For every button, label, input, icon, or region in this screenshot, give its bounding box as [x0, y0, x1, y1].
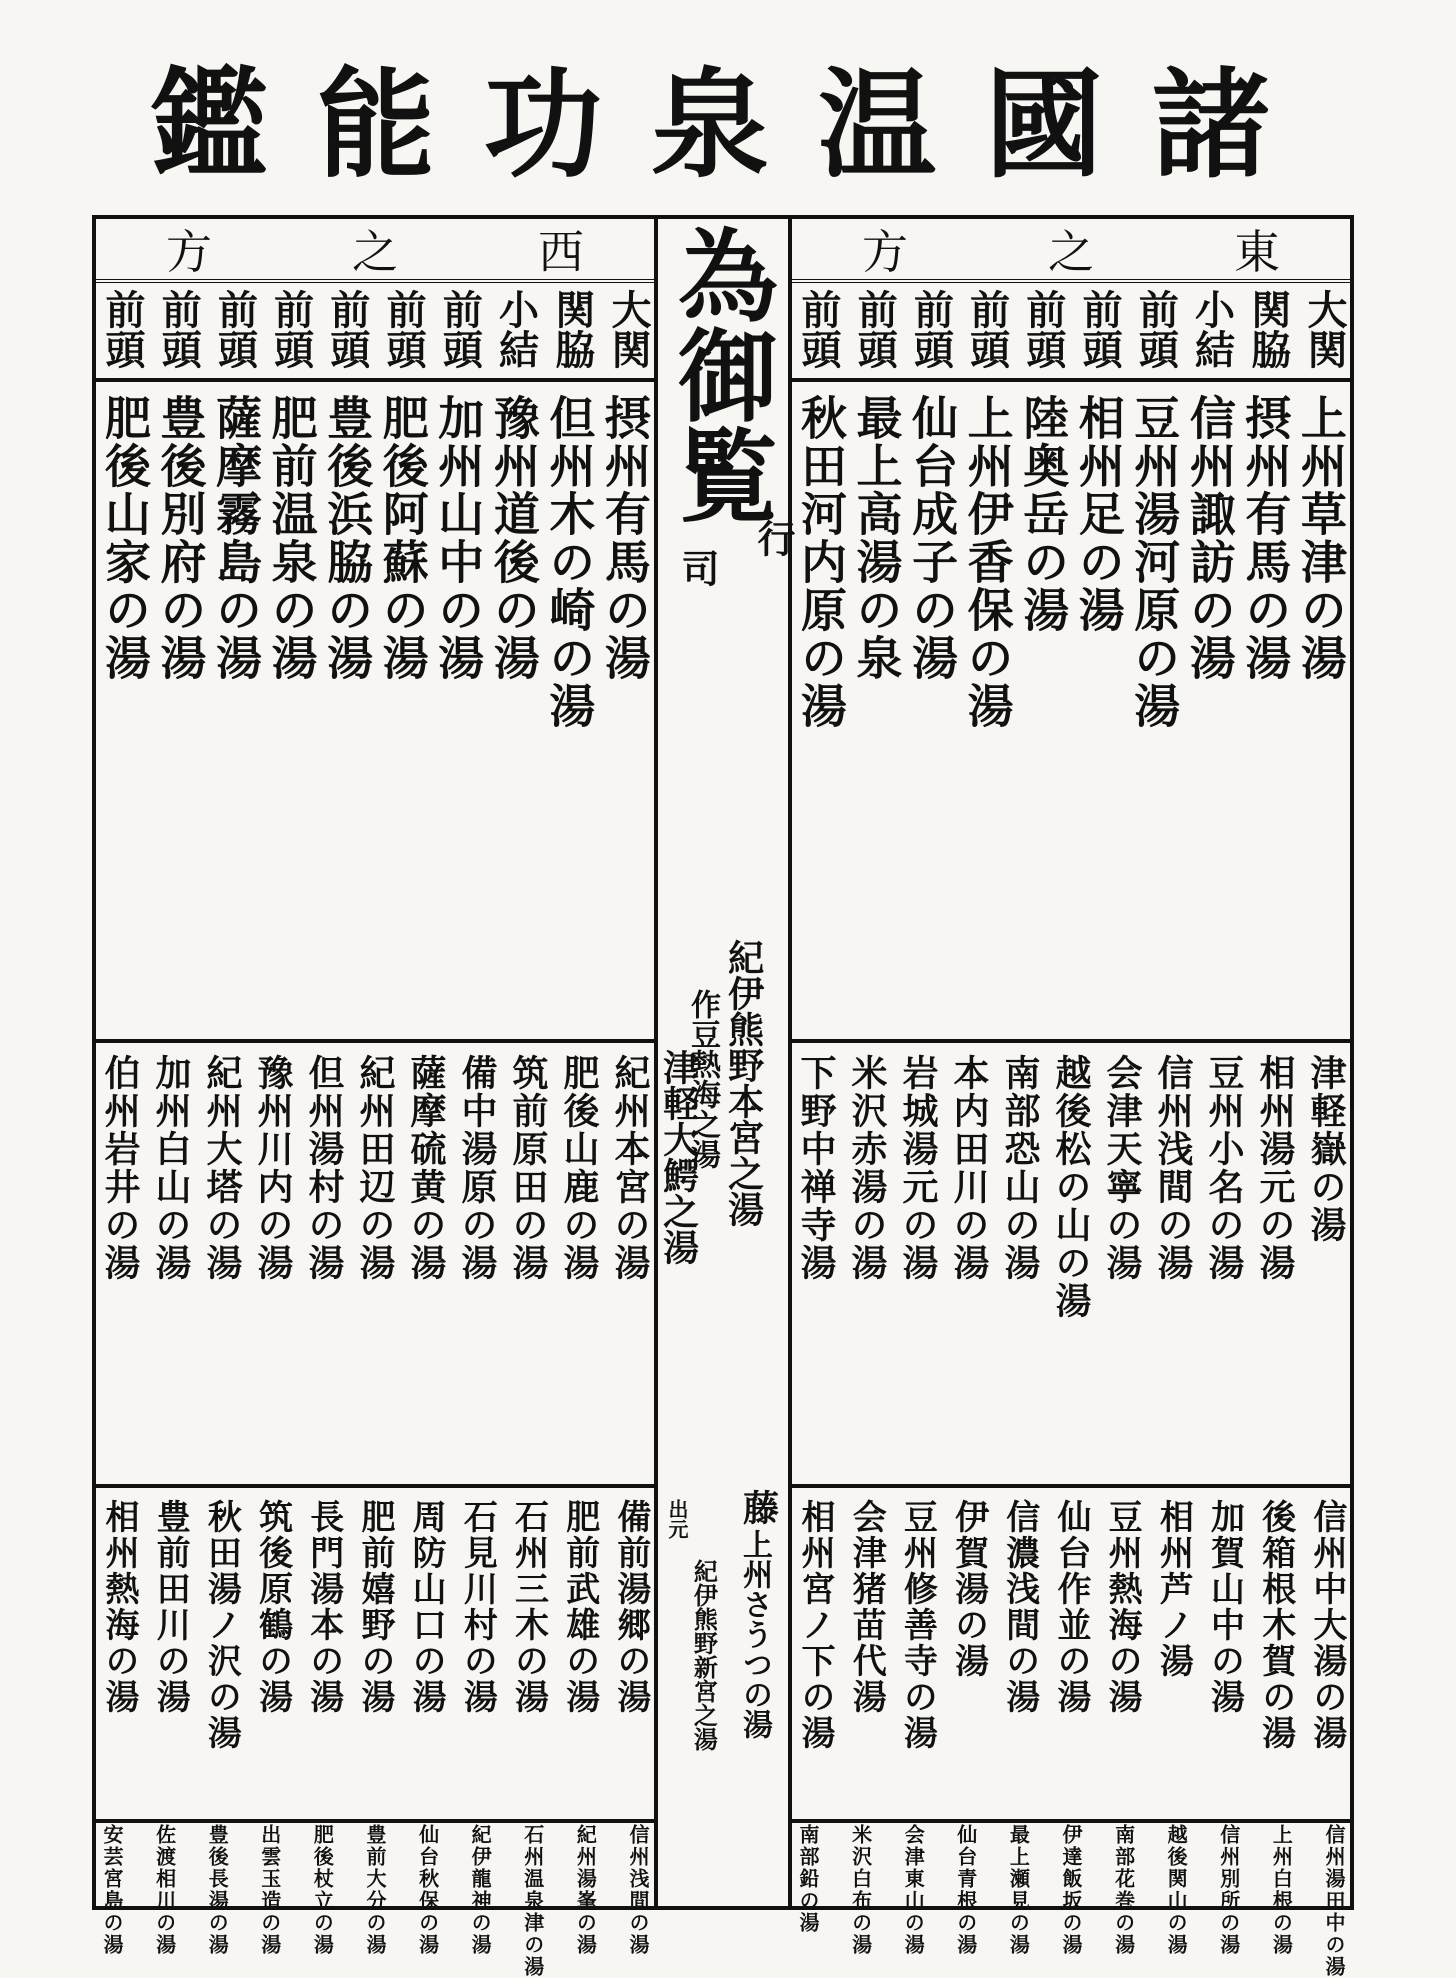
west-bottom-entry: 紀伊龍神の湯 — [468, 1824, 493, 1956]
east-header-char: 東 — [1234, 225, 1280, 279]
east-header-char: 方 — [862, 225, 908, 279]
east-low-entry: 豆州熱海の湯 — [1102, 1499, 1143, 1715]
east-low-entry: 相州芦ノ湯 — [1153, 1499, 1194, 1679]
west-header-char: 方 — [166, 225, 212, 279]
east-bottom-entry: 伊達飯坂の湯 — [1058, 1824, 1083, 1956]
east-top-entry: 上州伊香保の湯 — [960, 394, 1015, 730]
west-low-entry: 肥前武雄の湯 — [559, 1499, 600, 1715]
west-low-entry: 豊前田川の湯 — [150, 1499, 191, 1715]
west-header-char: 之 — [352, 225, 398, 279]
west-rank-label: 前頭 — [99, 289, 146, 369]
west-low-band — [96, 219, 654, 1823]
center-sub-1: 行 — [751, 519, 796, 557]
east-rank-label: 前頭 — [795, 289, 842, 369]
west-top-entry: 肥後山家の湯 — [98, 394, 152, 682]
west-bottom-entry: 石州温泉津の湯 — [520, 1824, 545, 1978]
east-mid-entry: 越後松の山の湯 — [1050, 1054, 1092, 1320]
east-rank-label: 前頭 — [1076, 289, 1124, 369]
west-rank-label: 前頭 — [155, 289, 203, 369]
east-mid-entry: 下野中禅寺湯 — [795, 1054, 837, 1282]
east-low-entry: 仙台作並の湯 — [1050, 1499, 1091, 1715]
west-top-entry: 但州木の崎の湯 — [542, 394, 597, 730]
east-rank-label: 前頭 — [907, 289, 955, 369]
east-top-entry: 摂州有馬の湯 — [1238, 394, 1293, 682]
west-bottom-entry: 肥後杖立の湯 — [310, 1824, 335, 1956]
east-mid-entry: 会津天寧の湯 — [1101, 1054, 1143, 1282]
east-rank-label: 大関 — [1300, 289, 1348, 369]
west-rank-label: 前頭 — [323, 289, 371, 369]
east-rank-label: 前頭 — [851, 289, 899, 369]
west-mid-entry: 紀州本宮の湯 — [609, 1054, 651, 1282]
east-mid-entry: 信州浅間の湯 — [1152, 1054, 1194, 1282]
west-low-entry: 長門湯本の湯 — [303, 1499, 344, 1715]
east-top-entry: 陸奥岳の湯 — [1016, 394, 1071, 634]
east-rank-label: 前頭 — [963, 289, 1011, 369]
west-low-entry: 筑後原鶴の湯 — [252, 1499, 293, 1715]
center-column — [657, 219, 796, 1906]
east-bottom-entry: 南部鉛の湯 — [796, 1824, 820, 1934]
east-low-entry: 信濃浅間の湯 — [999, 1499, 1040, 1715]
center-line-6: 出元 — [665, 1499, 689, 1539]
west-rank-label: 大関 — [604, 289, 652, 369]
west-rank-label: 関脇 — [548, 289, 596, 369]
west-bottom-entry: 豊前大分の湯 — [362, 1824, 387, 1956]
west-rank-label: 前頭 — [211, 289, 259, 369]
east-bottom-entry: 越後関山の湯 — [1164, 1824, 1189, 1956]
center-line-3: 津軽大鰐之湯 — [657, 1049, 700, 1265]
west-side — [96, 219, 658, 1978]
west-rank-label: 前頭 — [267, 289, 315, 369]
west-mid-entry: 筑前原田の湯 — [507, 1054, 549, 1282]
west-top-entry: 豊後浜脇の湯 — [320, 394, 375, 682]
east-rank-label: 小結 — [1188, 289, 1236, 369]
east-top-entry: 豆州湯河原の湯 — [1127, 394, 1182, 730]
east-top-entry: 秋田河内原の湯 — [794, 394, 848, 730]
west-bottom-entry: 出雲玉造の湯 — [257, 1824, 282, 1956]
west-mid-entry: 備中湯原の湯 — [456, 1054, 498, 1282]
west-low-entry: 相州熱海の湯 — [99, 1499, 139, 1715]
west-mid-entry: 加州白山の湯 — [150, 1054, 192, 1282]
east-top-entry: 仙台成子の湯 — [905, 394, 960, 682]
center-line-1: 紀伊熊野本宮之湯 — [722, 939, 765, 1227]
east-bottom-entry: 信州別所の湯 — [1216, 1824, 1241, 1956]
west-top-entry: 摂州有馬の湯 — [597, 394, 652, 682]
east-mid-entry: 相州湯元の湯 — [1254, 1054, 1296, 1282]
west-low-entry: 秋田湯ノ沢の湯 — [201, 1499, 242, 1751]
west-low-entry: 周防山口の湯 — [406, 1499, 447, 1715]
east-bottom-entry: 信州湯田中の湯 — [1321, 1824, 1346, 1978]
east-low-entry: 豆州修善寺の湯 — [897, 1499, 938, 1751]
east-bottom-entries — [796, 1824, 1346, 1978]
page-title — [150, 40, 1280, 194]
east-bottom-entry: 会津東山の湯 — [901, 1824, 926, 1956]
west-bottom-entry: 安芸宮島の湯 — [100, 1824, 124, 1956]
east-mid-entry: 岩城湯元の湯 — [897, 1054, 939, 1282]
east-low-entry: 加賀山中の湯 — [1204, 1499, 1245, 1715]
west-rank-label: 前頭 — [380, 289, 428, 369]
east-top-entry: 信州諏訪の湯 — [1182, 394, 1237, 682]
east-rank-label: 関脇 — [1244, 289, 1292, 369]
east-low-entry: 会津猪苗代湯 — [846, 1499, 887, 1715]
ranking-frame — [92, 215, 1354, 1978]
east-low-entry: 相州宮ノ下の湯 — [795, 1499, 835, 1751]
east-top-entry: 相州足の湯 — [1071, 394, 1126, 634]
east-bottom-entry: 米沢白布の湯 — [848, 1824, 873, 1956]
title-char: 温 — [817, 55, 946, 194]
east-mid-entry: 本内田川の湯 — [948, 1054, 990, 1282]
east-top-entry: 最上高湯の泉 — [849, 394, 904, 682]
west-bottom-entries — [100, 1824, 650, 1978]
center-line-2: 作豆熱海之湯 — [685, 989, 720, 1169]
title-char: 鑑 — [150, 55, 279, 194]
east-bottom-entry: 南部花巻の湯 — [1111, 1824, 1136, 1956]
west-low-entry: 石見川村の湯 — [457, 1499, 498, 1715]
west-mid-entry: 但州湯村の湯 — [303, 1054, 345, 1282]
east-low-entry: 後箱根木賀の湯 — [1255, 1499, 1296, 1751]
west-header-char: 西 — [538, 225, 584, 279]
west-low-entry: 肥前嬉野の湯 — [354, 1499, 395, 1715]
center-heading: 為御覧 — [661, 224, 779, 524]
west-low-entry: 石州三木の湯 — [508, 1499, 549, 1715]
title-char: 功 — [483, 55, 612, 194]
west-top-entry: 薩摩霧島の湯 — [209, 394, 264, 682]
west-mid-entry: 豫州川内の湯 — [252, 1054, 294, 1282]
east-top-entry: 上州草津の湯 — [1293, 394, 1348, 682]
west-low-entry: 備前湯郷の湯 — [610, 1499, 651, 1715]
title-char: 諸 — [1151, 55, 1280, 194]
east-bottom-entry: 最上瀬見の湯 — [1006, 1824, 1031, 1956]
east-rank-label: 前頭 — [1132, 289, 1180, 369]
center-line-5: 上州さうつの湯 — [737, 1529, 772, 1739]
west-mid-entry: 紀州田辺の湯 — [354, 1054, 396, 1282]
center-line-7: 紀伊熊野新宮之湯 — [689, 1559, 719, 1751]
east-low-band — [792, 219, 1350, 1823]
west-bottom-entry: 紀州湯峯の湯 — [573, 1824, 598, 1956]
east-mid-entry: 豆州小名の湯 — [1203, 1054, 1245, 1282]
east-mid-entry: 米沢赤湯の湯 — [846, 1054, 888, 1282]
east-bottom-entry: 仙台青根の湯 — [953, 1824, 978, 1956]
west-bottom-entry: 豊後長湯の湯 — [205, 1824, 230, 1956]
west-top-entry: 肥後阿蘇の湯 — [375, 394, 430, 682]
west-top-entry: 豊後別府の湯 — [153, 394, 208, 682]
west-top-entry: 豫州道後の湯 — [486, 394, 541, 682]
center-sub-2: 司 — [675, 549, 720, 587]
west-top-entry: 加州山中の湯 — [431, 394, 486, 682]
west-rank-label: 小結 — [492, 289, 540, 369]
east-mid-entry: 南部恐山の湯 — [999, 1054, 1041, 1282]
east-header-char: 之 — [1048, 225, 1094, 279]
west-mid-entry: 肥後山鹿の湯 — [558, 1054, 600, 1282]
west-bottom-entry: 信州浅間の湯 — [625, 1824, 650, 1956]
west-bottom-entry: 佐渡相川の湯 — [152, 1824, 177, 1956]
west-rank-label: 前頭 — [436, 289, 484, 369]
east-bottom-entry: 上州白根の湯 — [1269, 1824, 1294, 1956]
center-line-4: 藤 — [737, 1489, 780, 1525]
west-mid-entry: 薩摩硫黄の湯 — [405, 1054, 447, 1282]
title-char: 國 — [984, 55, 1113, 194]
west-mid-entry: 伯州岩井の湯 — [99, 1054, 141, 1282]
east-mid-entry: 津軽嶽の湯 — [1305, 1054, 1347, 1244]
east-side — [788, 219, 1350, 1978]
west-bottom-entry: 仙台秋保の湯 — [415, 1824, 440, 1956]
east-low-entry: 信州中大湯の湯 — [1306, 1499, 1347, 1751]
title-char: 泉 — [650, 55, 779, 194]
title-char: 能 — [316, 55, 445, 194]
west-top-entry: 肥前温泉の湯 — [264, 394, 319, 682]
east-low-entry: 伊賀湯の湯 — [948, 1499, 989, 1679]
east-rank-label: 前頭 — [1019, 289, 1067, 369]
west-mid-entry: 紀州大塔の湯 — [201, 1054, 243, 1282]
